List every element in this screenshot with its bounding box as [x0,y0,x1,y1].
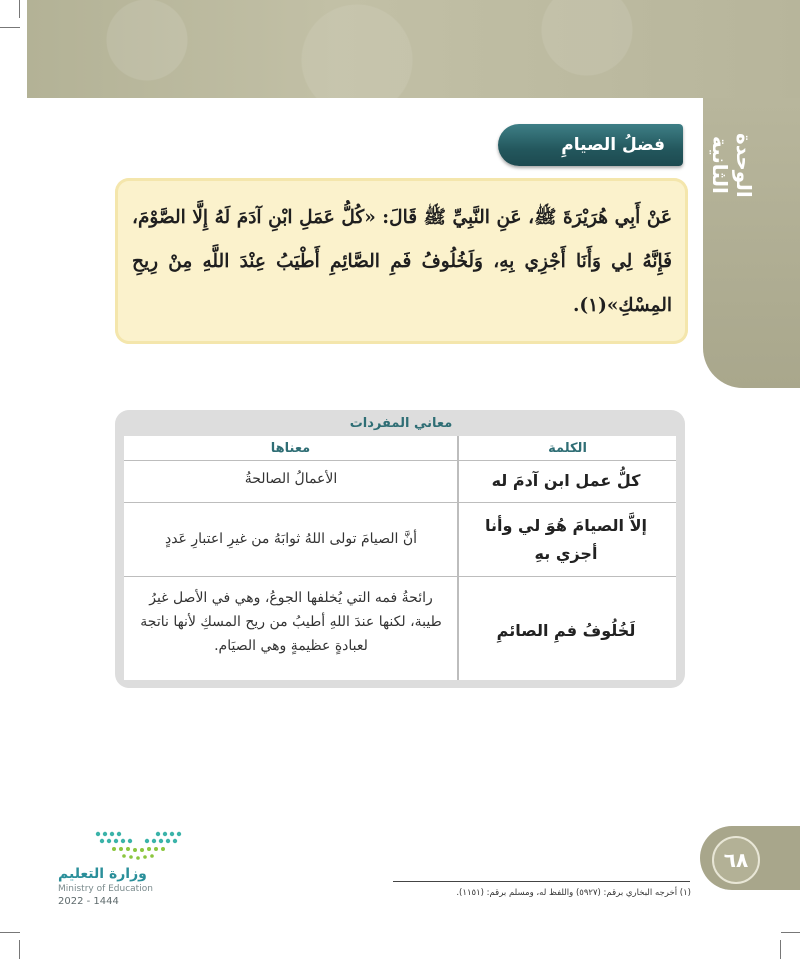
vocab-meaning: الأعمالُ الصالحةُ [244,471,338,487]
crop-mark [19,0,20,18]
column-header-word: الكلمة [548,441,587,456]
unit-label: الوحدة الثانية [708,132,756,198]
ministry-logo-icon [58,826,208,870]
ministry-name-arabic: وزارة التعليم [58,866,147,882]
vocab-meaning: أنَّ الصيامَ تولى اللهُ ثوابَهُ من غيرِ اعتبارِ عَددٍ [164,531,418,547]
hadith-text: عَنْ أَبِي هُرَيْرَةَ ﷺ، عَنِ النَّبِيِّ ﷺ قَالَ: «كُلُّ عَمَلِ ابْنِ آدَمَ لَهُ إِلَّا الصَّوْمَ، فَإِنَّهُ لِي وَأَنَا أَجْزِي بِهِ، وَلَخُلُوفُ فَمِ الصَّائِمِ أَطْيَبُ عِنْدَ اللَّهِ مِنْ رِيحِ المِسْكِ»(١). [132,207,672,316]
table-divider [124,460,676,461]
vocabulary-title: معاني المفردات [349,416,453,431]
vocab-word: كلُّ عمل ابن آدمَ له [491,471,641,490]
column-divider [457,436,459,680]
crop-mark [0,932,20,933]
footnote: (١) أخرجه البخاري برقم: (٥٩٢٧) واللفظ له، ومسلم برقم: (١١٥١). [456,888,691,898]
lesson-title: فضلُ الصيامِ [561,135,665,155]
crop-mark [781,932,800,933]
crop-mark [19,940,20,959]
vocab-word: إلاَّ الصيامَ هُوَ لي وأنا أجزي بهِ [485,516,647,563]
header-banner [27,0,800,98]
vocab-meaning: رائحةُ فمه التي يُخلفها الجوعُ، وهي في الأصل غيرُ طيبة، لكنها عندَ اللهِ أطيبُ من ريح المسكِ لأنها ناتجة لعبادةٍ عظيمةٍ وهي الصيَام. [140,590,442,654]
footnote-rule [393,881,690,882]
ministry-name-english: Ministry of Education [58,884,153,894]
lesson-title-pill [498,124,683,166]
vocab-word: لَخُلُوفُ فمِ الصائمِ [496,621,636,640]
ministry-year: 2022 - 1444 [58,896,119,907]
crop-mark [780,940,781,959]
table-divider [124,502,676,503]
column-header-meaning: معناها [270,441,311,456]
table-divider [124,576,676,577]
page-number: ٦٨ [712,836,760,884]
crop-mark [0,27,20,28]
